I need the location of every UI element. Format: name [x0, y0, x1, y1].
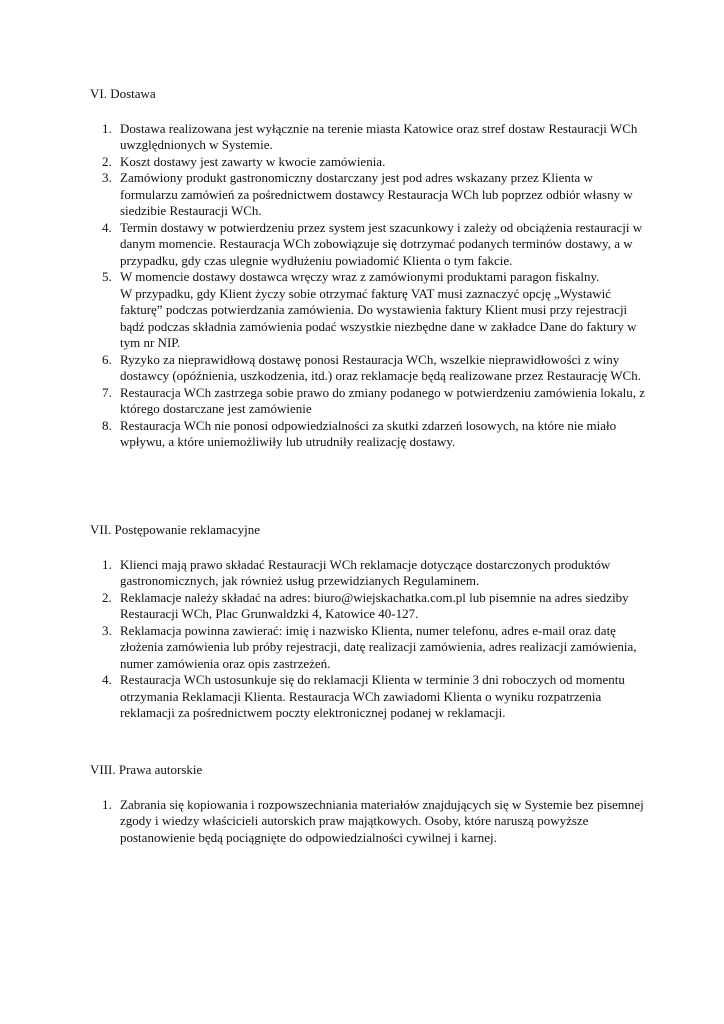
item-text: Klienci mają prawo składać Restauracji WCh reklamacje dotyczące dostarczonych produktów gastronomicznych, jak również usług przewidzianych Regulaminem. — [120, 556, 611, 588]
numbered-list — [90, 797, 650, 847]
item-text: Zamówiony produkt gastronomiczny dostarczany jest pod adres wskazany przez Klienta w formularzu zamówień za pośrednictwem dostawcy Restauracja WCh lub poprzez odbiór własny w siedzibie Restauracji WCh. — [120, 170, 633, 218]
numbered-list — [90, 557, 650, 722]
list-item — [90, 154, 650, 171]
list-item — [90, 352, 650, 385]
item-number: 4. — [102, 672, 112, 687]
section-title: VI. Dostawa — [90, 86, 156, 101]
list-item — [90, 623, 650, 673]
section-title: VIII. Prawa autorskie — [90, 762, 203, 777]
numbered-list — [90, 121, 650, 451]
item-text: Reklamacja powinna zawierać: imię i nazwisko Klienta, numer telefonu, adres e-mail oraz datę złożenia zamówienia lub próby rejestracji, datę realizacji zamówienia, adres realizacji zamówienia, numer zamówienia oraz opis zastrzeżeń. — [120, 622, 637, 671]
item-text: Restauracja WCh ustosunkuje się do reklamacji Klienta w terminie 3 dni roboczych od momentu otrzymania Reklamacji Klienta. Restauracja WCh zawiadomi Klienta o wyniku rozpatrzenia reklamacji za pośrednictwem poczty elektronicznej podanej w reklamacji. — [120, 672, 625, 720]
list-item — [90, 385, 650, 418]
item-number: 3. — [102, 622, 112, 638]
item-number: 1. — [102, 120, 112, 136]
item-text: Restauracja WCh zastrzega sobie prawo do zmiany podanego w potwierdzeniu zamówienia lokalu, z którego dostarczane jest zamówienie — [120, 384, 645, 416]
list-item — [90, 121, 650, 154]
item-number: 8. — [102, 417, 112, 433]
item-number: 2. — [102, 589, 112, 605]
item-text: Dostawa realizowana jest wyłącznie na terenie miasta Katowice oraz stref dostaw Restauracji WCh uwzględnionych w Systemie. — [120, 120, 638, 152]
list-item — [90, 220, 650, 270]
item-text: Termin dostawy w potwierdzeniu przez system jest szacunkowy i zależy od obciążenia restauracji w danym momencie. Restauracja WCh zobowiązuje się dotrzymać podanych terminów dostawy, a w przypadku, gdy czas ulegnie wydłużeniu powiadomić Klienta o tym fakcie. — [120, 219, 643, 268]
item-number: 3. — [102, 170, 112, 185]
section-complaints — [90, 522, 650, 722]
item-text-continued: W przypadku, gdy Klient życzy sobie otrzymać fakturę VAT musi zaznaczyć opcję „Wystawić fakturę” podczas potwierdzania zamówienia. Do wystawienia faktury Klient musi przy rejestracji bądź podczas składnia zamówienia podać wszystkie niezbędne dane w zakładce Dane do faktury w tym nr NIP. — [120, 285, 637, 350]
item-text: Koszt dostawy jest zawarty w kwocie zamówienia. — [120, 153, 386, 169]
list-item — [90, 557, 650, 590]
item-text: Restauracja WCh nie ponosi odpowiedzialności za skutki zdarzeń losowych, na które nie miało wpływu, a które uniemożliwiły lub utrudniły realizację dostawy. — [120, 417, 617, 449]
item-number: 1. — [102, 796, 112, 812]
item-number: 5. — [102, 269, 112, 284]
list-item — [90, 418, 650, 451]
item-number: 2. — [102, 153, 112, 169]
item-number: 1. — [102, 556, 112, 572]
item-number: 7. — [102, 384, 112, 400]
section-delivery — [90, 86, 650, 451]
item-number: 4. — [102, 219, 112, 235]
item-text-block — [120, 269, 650, 352]
item-text: W momencie dostawy dostawca wręczy wraz z zamówionymi produktami paragon fiskalny. — [120, 269, 600, 284]
list-item — [90, 170, 650, 220]
list-item — [90, 797, 650, 847]
item-number: 6. — [102, 351, 112, 367]
list-item — [90, 269, 650, 352]
section-title: VII. Postępowanie reklamacyjne — [90, 522, 261, 537]
section-copyright — [90, 762, 650, 846]
item-text: Zabrania się kopiowania i rozpowszechniania materiałów znajdujących się w Systemie bez pisemnej zgody i wiedzy właścicieli autorskich praw majątkowych. Osoby, które naruszą powyższe postanowienie będą pociągnięte do odpowiedzialności cywilnej i karnej. — [120, 796, 644, 845]
item-text: Ryzyko za nieprawidłową dostawę ponosi Restauracja WCh, wszelkie nieprawidłowości z winy dostawcy (opóźnienia, uszkodzenia, itd.) oraz reklamacje będą realizowane przez Restaurację WCh. — [120, 351, 641, 383]
list-item — [90, 672, 650, 722]
item-text: Reklamacje należy składać na adres: biuro@wiejskachatka.com.pl lub pisemnie na adres siedziby Restauracji WCh, Plac Grunwaldzki 4, Katowice 40-127. — [120, 589, 629, 621]
list-item — [90, 590, 650, 623]
